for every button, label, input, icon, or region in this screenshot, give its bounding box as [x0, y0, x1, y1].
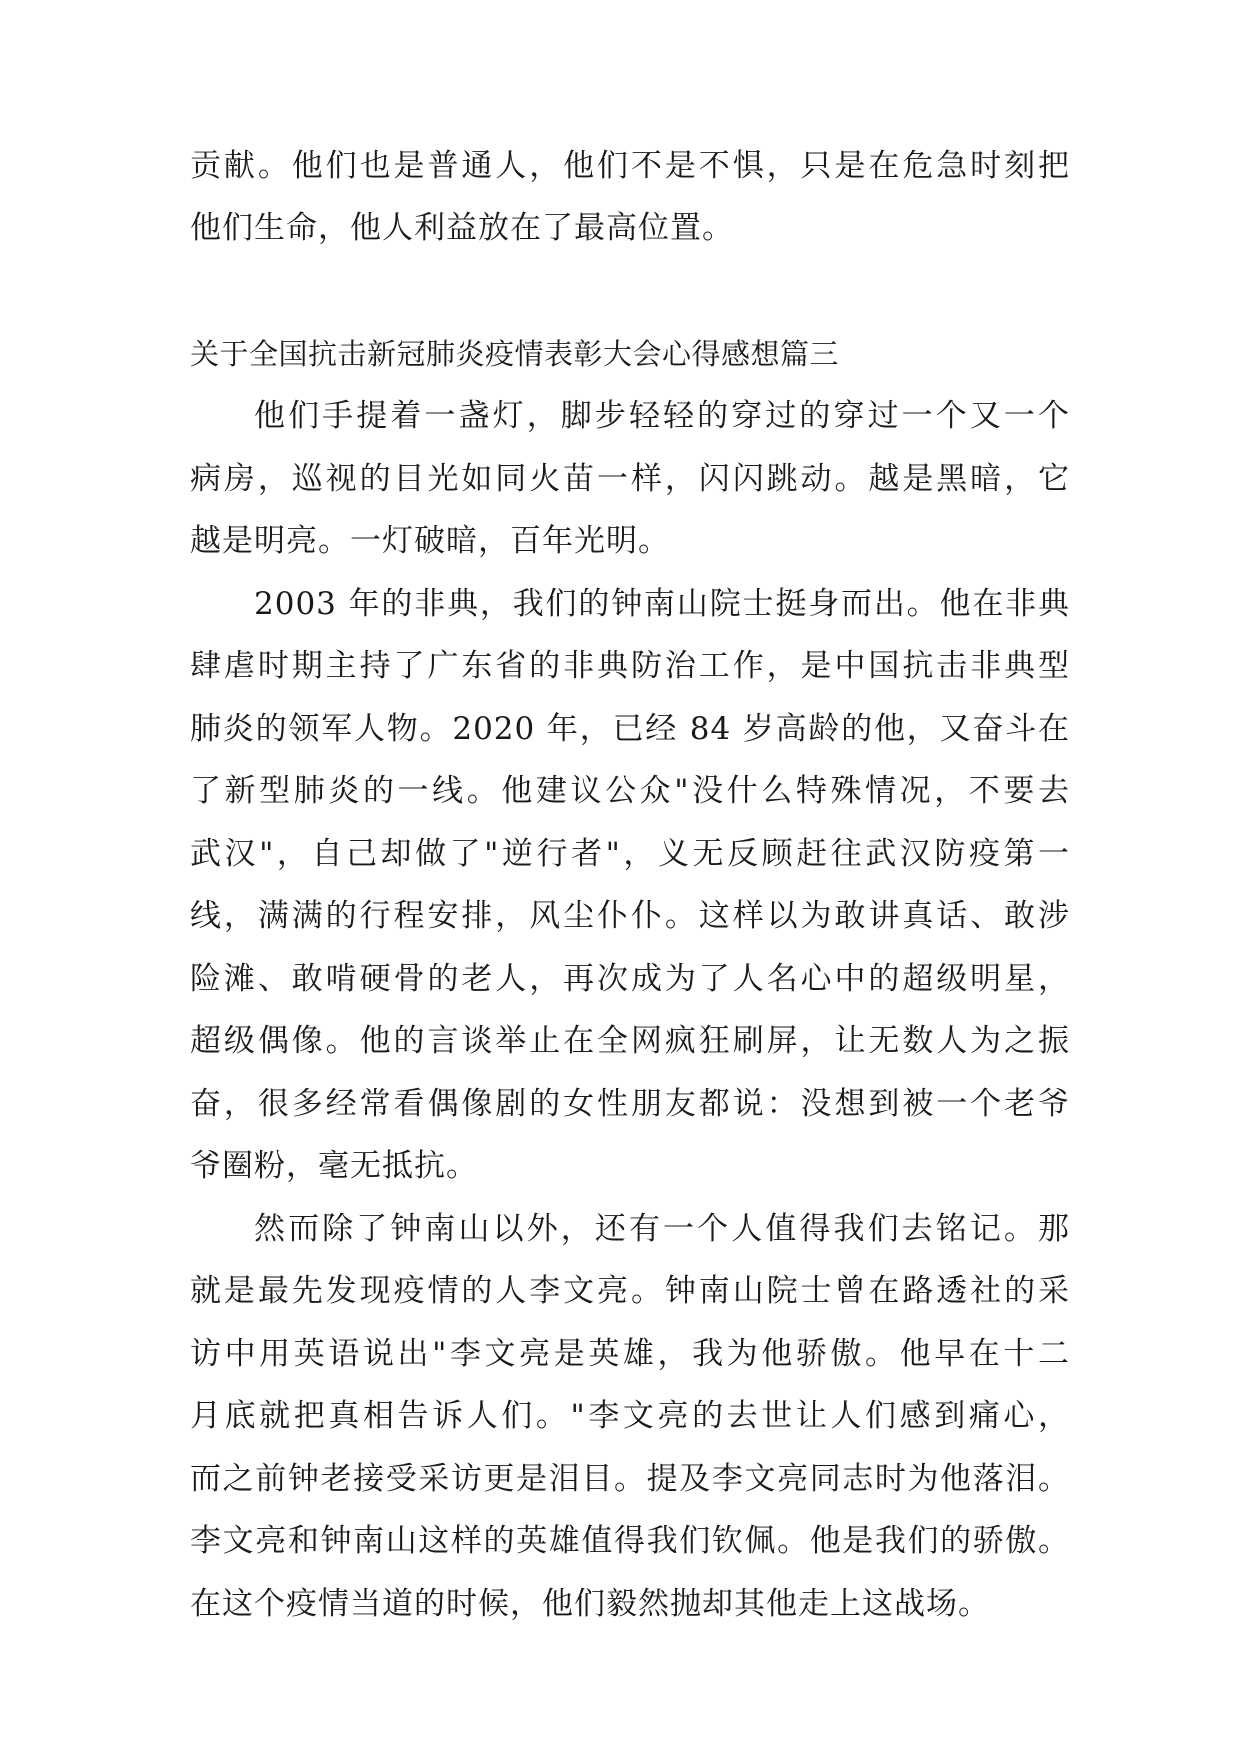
paragraph-line: 肆虐时期主持了广东省的非典防治工作，是中国抗击非典型 [190, 648, 1070, 684]
paragraph-line: 病房，巡视的目光如同火苗一样，闪闪跳动。越是黑暗，它 [190, 461, 1070, 497]
paragraph-line: 贡献。他们也是普通人，他们不是不惧，只是在危急时刻把 [190, 148, 1070, 184]
paragraph-line: 奋，很多经常看偶像剧的女性朋友都说：没想到被一个老爷 [190, 1086, 1070, 1122]
paragraph-line: 他们生命，他人利益放在了最高位置。 [190, 210, 734, 246]
section-heading: 关于全国抗击新冠肺炎疫情表彰大会心得感想篇三 [190, 337, 840, 371]
paragraph-line: 险滩、敢啃硬骨的老人，再次成为了人名心中的超级明星， [190, 961, 1070, 997]
paragraph-line: 越是明亮。一灯破暗，百年光明。 [190, 523, 670, 559]
paragraph-line: 2003 年的非典，我们的钟南山院士挺身而出。他在非典 [254, 586, 1070, 622]
paragraph-line: 了新型肺炎的一线。他建议公众"没什么特殊情况，不要去 [190, 773, 1070, 809]
paragraph-line: 李文亮和钟南山这样的英雄值得我们钦佩。他是我们的骄傲。 [190, 1523, 1070, 1559]
paragraph-line: 他们手提着一盏灯，脚步轻轻的穿过的穿过一个又一个 [254, 398, 1070, 434]
paragraph-line: 线，满满的行程安排，风尘仆仆。这样以为敢讲真话、敢涉 [190, 898, 1070, 934]
paragraph-line: 爷圈粉，毫无抵抗。 [190, 1148, 478, 1184]
paragraph-line: 而之前钟老接受采访更是泪目。提及李文亮同志时为他落泪。 [190, 1461, 1070, 1497]
paragraph-line: 武汉"，自己却做了"逆行者"，义无反顾赶往武汉防疫第一 [190, 836, 1070, 872]
paragraph-line: 访中用英语说出"李文亮是英雄，我为他骄傲。他早在十二 [190, 1336, 1070, 1372]
paragraph-line: 月底就把真相告诉人们。"李文亮的去世让人们感到痛心， [190, 1398, 1070, 1434]
paragraph-line: 然而除了钟南山以外，还有一个人值得我们去铭记。那 [254, 1211, 1070, 1247]
paragraph-line: 就是最先发现疫情的人李文亮。钟南山院士曾在路透社的采 [190, 1273, 1070, 1309]
paragraph-line: 肺炎的领军人物。2020 年，已经 84 岁高龄的他，又奋斗在 [190, 711, 1070, 747]
paragraph-line: 超级偶像。他的言谈举止在全网疯狂刷屏，让无数人为之振 [190, 1023, 1070, 1059]
paragraph-line: 在这个疫情当道的时候，他们毅然抛却其他走上这战场。 [190, 1586, 990, 1622]
